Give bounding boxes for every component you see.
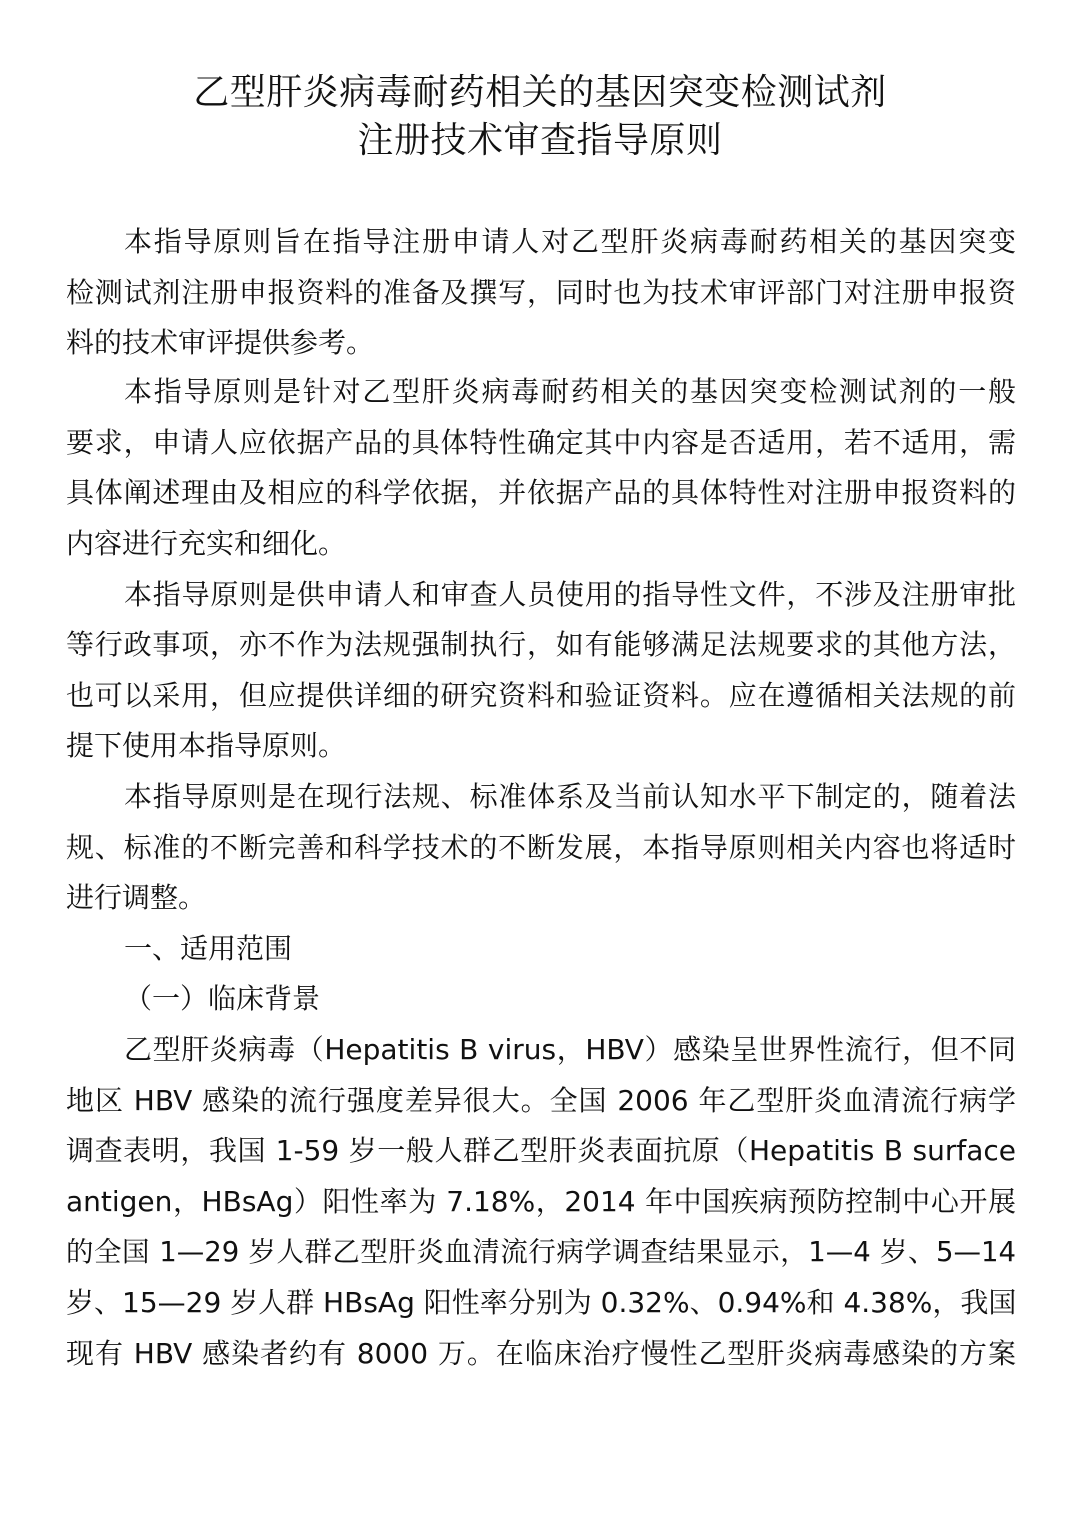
paragraph-2-line-1: 本指导原则是针对乙型肝炎病毒耐药相关的基因突变检测试剂的一般 bbox=[124, 375, 1016, 408]
paragraph-5-line-4: antigen，HBsAg）阳性率为 7.18%，2014 年中国疾病预防控制中心开展 bbox=[66, 1185, 1016, 1218]
paragraph-3-line-1: 本指导原则是供申请人和审查人员使用的指导性文件，不涉及注册审批 bbox=[124, 578, 1016, 611]
paragraph-5-line-5: 的全国 1—29 岁人群乙型肝炎血清流行病学调查结果显示，1—4 岁、5—14 bbox=[66, 1236, 1016, 1268]
paragraph-4-line-2: 规、标准的不断完善和科学技术的不断发展，本指导原则相关内容也将适时 bbox=[66, 831, 1016, 864]
paragraph-2-line-4: 内容进行充实和细化。 bbox=[66, 527, 347, 560]
paragraph-4-line-1: 本指导原则是在现行法规、标准体系及当前认知水平下制定的，随着法 bbox=[124, 780, 1016, 813]
paragraph-3-line-4: 提下使用本指导原则。 bbox=[66, 729, 347, 762]
section-heading-scope: 一、适用范围 bbox=[124, 932, 293, 965]
paragraph-5-line-3: 调查表明，我国 1-59 岁一般人群乙型肝炎表面抗原（Hepatitis B surface bbox=[66, 1134, 1016, 1167]
paragraph-3-line-2: 等行政事项，亦不作为法规强制执行，如有能够满足法规要求的其他方法， bbox=[66, 628, 1016, 661]
subsection-heading-clinical-background: （一）临床背景 bbox=[124, 982, 321, 1015]
paragraph-1-line-1: 本指导原则旨在指导注册申请人对乙型肝炎病毒耐药相关的基因突变 bbox=[124, 225, 1016, 258]
paragraph-2-line-2: 要求，申请人应依据产品的具体特性确定其中内容是否适用，若不适用，需 bbox=[66, 426, 1016, 459]
document-title-line-1: 乙型肝炎病毒耐药相关的基因突变检测试剂 bbox=[193, 72, 887, 113]
document-title-line-2: 注册技术审查指导原则 bbox=[357, 120, 723, 161]
paragraph-5-line-1: 乙型肝炎病毒（Hepatitis B virus，HBV）感染呈世界性流行，但不同 bbox=[124, 1033, 1016, 1066]
paragraph-1-line-3: 料的技术审评提供参考。 bbox=[66, 326, 375, 359]
paragraph-5-line-2: 地区 HBV 感染的流行强度差异很大。全国 2006 年乙型肝炎血清流行病学 bbox=[66, 1084, 1016, 1117]
paragraph-4-line-3: 进行调整。 bbox=[66, 881, 207, 914]
paragraph-2-line-3: 具体阐述理由及相应的科学依据，并依据产品的具体特性对注册申报资料的 bbox=[66, 476, 1016, 509]
paragraph-3-line-3: 也可以采用，但应提供详细的研究资料和验证资料。应在遵循相关法规的前 bbox=[66, 679, 1016, 712]
paragraph-5-line-6: 岁、15—29 岁人群 HBsAg 阳性率分别为 0.32%、0.94%和 4.38%，我国 bbox=[66, 1286, 1017, 1319]
paragraph-1-line-2: 检测试剂注册申报资料的准备及撰写，同时也为技术审评部门对注册申报资 bbox=[66, 276, 1016, 309]
paragraph-5-line-7: 现有 HBV 感染者约有 8000 万。在临床治疗慢性乙型肝炎病毒感染的方案 bbox=[66, 1337, 1016, 1370]
